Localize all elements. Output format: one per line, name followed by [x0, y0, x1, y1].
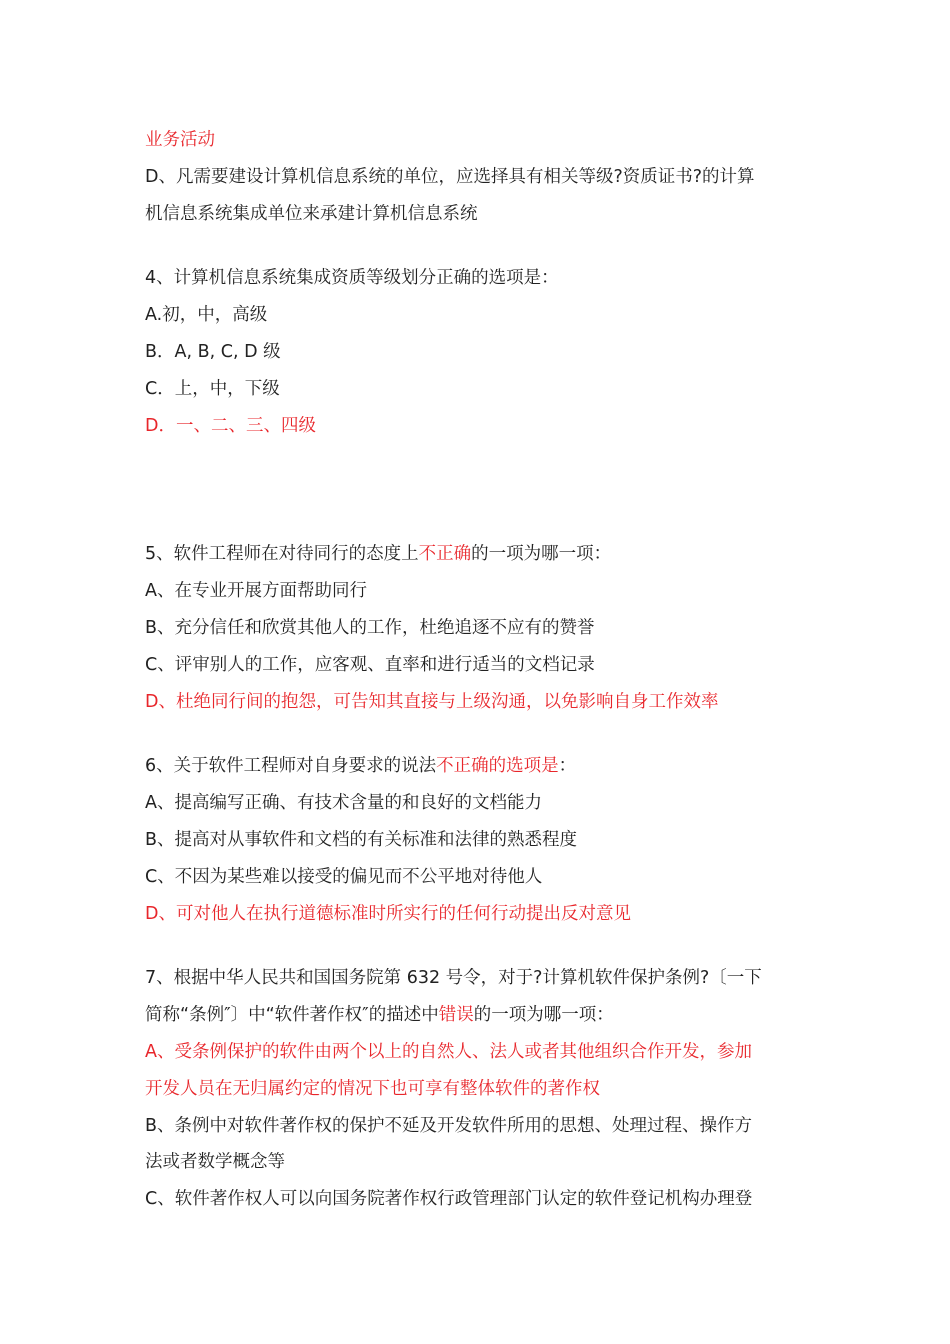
- q6-option-a: A、提高编写正确、有技术含量的和良好的文档能力: [145, 793, 542, 814]
- q6-option-d-answer: D、可对他人在执行道德标准时所实行的任何行动提出反对意见: [145, 903, 631, 924]
- spacer: [145, 232, 810, 260]
- q4-stem: 4、计算机信息系统集成资质等级划分正确的选项是：: [145, 268, 559, 289]
- spacer: [145, 444, 810, 536]
- q7-stem-line1: 7、根据中华人民共和国国务院第 632 号令，对于?计算机软件保护条例?〔一下: [145, 968, 762, 989]
- q4-option-c: C．上，中，下级: [145, 378, 280, 399]
- q7-stem-line2-before: 简称“条例″〕中“软件著作权″的描述中: [145, 1005, 439, 1026]
- q5-stem: [145, 536, 810, 573]
- q6-option-c: C、不因为某些难以接受的偏见而不公平地对待他人: [145, 866, 543, 887]
- q5-option-d-answer: D、杜绝同行间的抱怨，可告知其直接与上级沟通，以免影响自身工作效率: [145, 691, 719, 712]
- prev-option-d-line1: D、凡需要建设计算机信息系统的单位，应选择具有相关等级?资质证书?的计算: [145, 166, 755, 187]
- q6-stem-highlight: 不正确的选项是: [436, 756, 559, 777]
- q6-stem-before: 6、关于软件工程师对自身要求的说法: [145, 756, 437, 777]
- spacer: [145, 932, 810, 960]
- spacer: [145, 720, 810, 748]
- prev-option-d-line2: 机信息系统集成单位来承建计算机信息系统: [145, 203, 478, 224]
- document-body: [145, 122, 810, 1218]
- q4-option-b: B．A, B, C, D 级: [145, 341, 281, 362]
- prev-continuation: 业务活动: [145, 130, 215, 150]
- q6-option-b: B、提高对从事软件和文档的有关标准和法律的熟悉程度: [145, 829, 578, 850]
- q5-option-b: B、充分信任和欣赏其他人的工作，杜绝追逐不应有的赞誉: [145, 617, 595, 638]
- q4-option-d-answer: D．一、二、三、四级: [145, 415, 316, 436]
- q7-option-a-line1-answer: A、受条例保护的软件由两个以上的自然人、法人或者其他组织合作开发，参加: [145, 1041, 752, 1062]
- q5-option-c: C、评审别人的工作，应客观、直率和进行适当的文档记录: [145, 654, 595, 675]
- q6-stem: [145, 748, 810, 785]
- q4-option-a: A.初，中，高级: [145, 305, 268, 326]
- q6-stem-after: ：: [558, 756, 577, 777]
- q7-option-a-line2-answer: 开发人员在无归属约定的情况下也可享有整体软件的著作权: [145, 1078, 600, 1099]
- q7-stem-line2-highlight: 错误: [438, 1005, 474, 1026]
- q7-option-b-line1: B、条例中对软件著作权的保护不延及开发软件所用的思想、处理过程、操作方: [145, 1115, 753, 1136]
- q5-stem-before: 5、软件工程师在对待同行的态度上: [145, 544, 419, 565]
- q5-option-a: A、在专业开展方面帮助同行: [145, 581, 367, 602]
- q7-option-b-line2: 法或者数学概念等: [145, 1152, 285, 1173]
- q7-stem-line2-after: 的一项为哪一项：: [473, 1005, 614, 1026]
- q7-stem-line2: [145, 997, 810, 1034]
- q5-stem-after: 的一项为哪一项：: [471, 544, 612, 565]
- q5-stem-highlight: 不正确: [418, 544, 472, 565]
- q7-option-c-line1: C、软件著作权人可以向国务院著作权行政管理部门认定的软件登记机构办理登: [145, 1189, 753, 1210]
